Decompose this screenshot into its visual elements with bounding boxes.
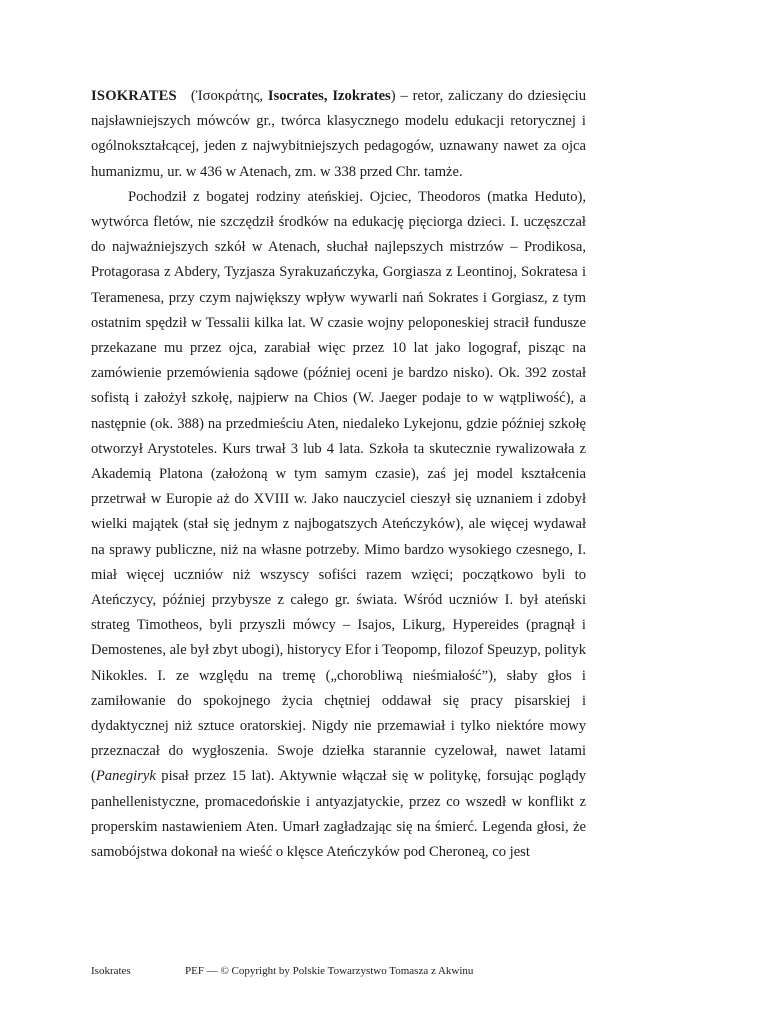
article-body [91, 84, 586, 865]
footer-entry-name: Isokrates [91, 965, 131, 977]
biography-paragraph [91, 185, 586, 865]
paren-open: ( [190, 88, 196, 104]
work-title: Panegiryk [95, 768, 156, 785]
separator: , [259, 88, 268, 104]
headword: ISOKRATES [91, 88, 177, 104]
paren-close: ) [390, 88, 396, 104]
footer-copyright: PEF — © Copyright by Polskie Towarzystwo Tomasza z Akwinu [185, 965, 474, 977]
biography-text: Pochodził z bogatej rodziny ateńskiej. Ojciec, Theodoros (matka Heduto), wytwórca fletów, nie szczędził środków na edukację pięciorga dzieci. I. uczęszczał do najważniejszych szkół w Atenach, słuchał najlepszych mistrzów – Prodikosa, Protagorasa z Abdery, Tyzjasza Syrakuzańczyka, Gorgiasza z Leontinoj, Sokratesa i Teramenesa, przy czym największy wpływ wywarli nań Sokrates i Gorgiasz, z tym ostatnim spędził w Tessalii kilka lat. W czasie wojny peloponeskiej stracił fundusze przekazane mu przez ojca, zarabiał więc przez 10 lat jako logograf, pisząc na zamówienie przemówienia sądowe (później oceni je bardzo nisko). Ok. 392 został sofistą i założył szkołę, najpierw na Chios (W. Jaeger podaje to w wątpliwość), a następnie (ok. 388) na przedmieściu Aten, niedaleko Lykejonu, gdzie później szkołę otworzył Arystoteles. Kurs trwał 3 lub 4 lata. Szkoła ta skutecznie rywalizowała z Akademią Platona (założoną w tym samym czasie), zaś jej model kształcenia przetrwał w Europie aż do XVIII w. Jako nauczyciel cieszył się uznaniem i zdobył wielki majątek (stał się jednym z najbogatszych Ateńczyków), ale więcej wydawał na sprawy publiczne, niż na własne potrzeby. Mimo bardzo wysokiego czesnego, I. miał więcej uczniów niż wszyscy sofiści razem wzięci; początkowo byli to Ateńczycy, później przybysze z całego gr. świata. Wśród uczniów I. był ateński strateg Timotheos, byli przyszli mówcy – Isajos, Likurg, Hypereides (pragnął i Demostenes, ale był zbyt ubogi), historycy Efor i Teopomp, filozof Speuzyp, polityk Nikokles. I. ze względu na tremę („chorobliwą nieśmiałość”), słaby głos i zamiłowanie do spokojnego życia chętniej oddawał się pracy pisarskiej i dydaktycznej niż sztuce oratorskiej. Nigdy nie przemawiał i tylko niektóre mowy przeznaczał do wygłoszenia. Swoje dziełka starannie cyzelował, nawet latami ( [91, 188, 586, 785]
intro-paragraph [91, 84, 586, 185]
greek-name: Ἰσοκράτης [195, 88, 260, 104]
intro-text: – retor, zaliczany do dziesięciu najsławniejszych mówców gr., twórca klasycznego modelu edukacji retorycznej i ogólnokształcącej, jeden z najwybitniejszych pedagogów, uznawany nawet za ojca humanizmu, ur. w 436 w Atenach, zm. w 338 przed Chr. tamże. [91, 88, 586, 180]
biography-text-continued: pisał przez 15 lat). Aktywnie włączał się w politykę, forsując poglądy panhellenistyczne, promacedońskie i antyazjatyckie, przez co wszedł w konflikt z properskim nastawieniem Aten. Umarł zagładzając się na śmierć. Legenda głosi, że samobójstwa dokonał na wieść o klęsce Ateńczyków pod Cheroneą, co jest [91, 768, 586, 861]
name-variants: Isocrates, Izokrates [267, 88, 391, 104]
page-footer [91, 963, 591, 979]
